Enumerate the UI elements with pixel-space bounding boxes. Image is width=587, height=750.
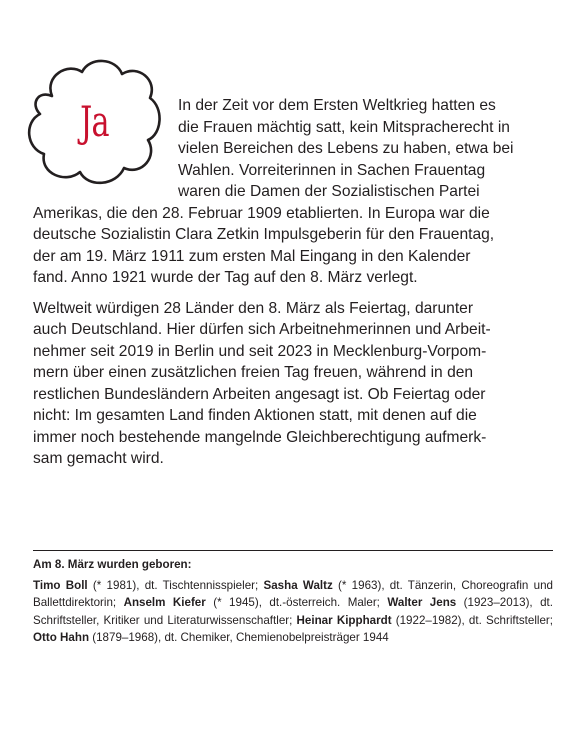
text-line: nehmer seit 2019 in Berlin und seit 2023 in Mecklenburg-Vorpom- — [33, 342, 487, 360]
divider — [33, 550, 553, 551]
text-line: Weltweit würdigen 28 Länder den 8. März als Feiertag, darunter — [33, 299, 474, 317]
person-details: (1922–1982), dt. Schriftsteller; — [391, 613, 553, 627]
person-name: Otto Hahn — [33, 631, 90, 644]
person-name: Heinar Kipphardt — [296, 613, 392, 627]
person-details: (* 1945), dt.-österreich. Maler; — [205, 596, 388, 609]
text-line: Wahlen. Vorreiterinnen in Sachen Frauentag — [178, 161, 486, 179]
births-section — [33, 556, 553, 647]
person-name: Anselm Kiefer — [123, 596, 206, 609]
paragraph-today — [33, 298, 557, 470]
badge-word: Ja — [80, 96, 109, 146]
person-details: (1923–2013), dt. Schriftsteller, Kritiker und Literaturwissenschaftler; — [33, 596, 553, 627]
person-name: Walter Jens — [387, 596, 457, 609]
births-title: Am 8. März wurden geboren: — [33, 558, 192, 571]
text-line: auch Deutschland. Hier dürfen sich Arbeitnehmerinnen und Arbeit- — [33, 321, 491, 338]
text-line: vielen Bereichen des Lebens zu haben, etwa bei — [178, 140, 514, 157]
text-line: In der Zeit vor dem Ersten Weltkrieg hatten es — [178, 97, 496, 114]
person-details: (* 1963), dt. Tänzerin, Choreografin und Ballettdirektorin; — [33, 578, 553, 609]
text-line: immer noch bestehende mangelnde Gleichberechtigung aufmerk- — [33, 428, 487, 446]
text-line: nicht: Im gesamten Land finden Aktionen statt, mit denen auf die — [33, 407, 477, 424]
text-line: waren die Damen der Sozialistischen Partei — [178, 183, 480, 200]
text-line: restlichen Bundesländern Arbeiten angesagt ist. Ob Feiertag oder — [33, 385, 486, 403]
text-line: der am 19. März 1911 zum ersten Mal Eingang in den Kalender — [33, 247, 471, 265]
person-name: Sasha Waltz — [263, 578, 333, 592]
person-name: Timo Boll — [33, 578, 88, 592]
text-line: sam gemacht wird. — [33, 450, 164, 467]
paragraph-history — [33, 95, 557, 289]
text-line: deutsche Sozialistin Clara Zetkin Impulsgeberin für den Frauentag, — [33, 226, 495, 243]
article-text — [33, 95, 557, 470]
text-line: die Frauen mächtig satt, kein Mitspracherecht in — [178, 118, 510, 136]
person-details: (1879–1968), dt. Chemiker, Chemienobelpreisträger 1944 — [89, 631, 389, 644]
person-details: (* 1981), dt. Tischtennisspieler; — [87, 578, 264, 592]
text-line: fand. Anno 1921 wurde der Tag auf den 8. März verlegt. — [33, 269, 418, 286]
text-line: Amerikas, die den 28. Februar 1909 etablierten. In Europa war die — [33, 204, 490, 222]
births-list — [33, 577, 553, 647]
text-line: mern über einen zusätzlichen freien Tag freuen, während in den — [33, 364, 474, 381]
